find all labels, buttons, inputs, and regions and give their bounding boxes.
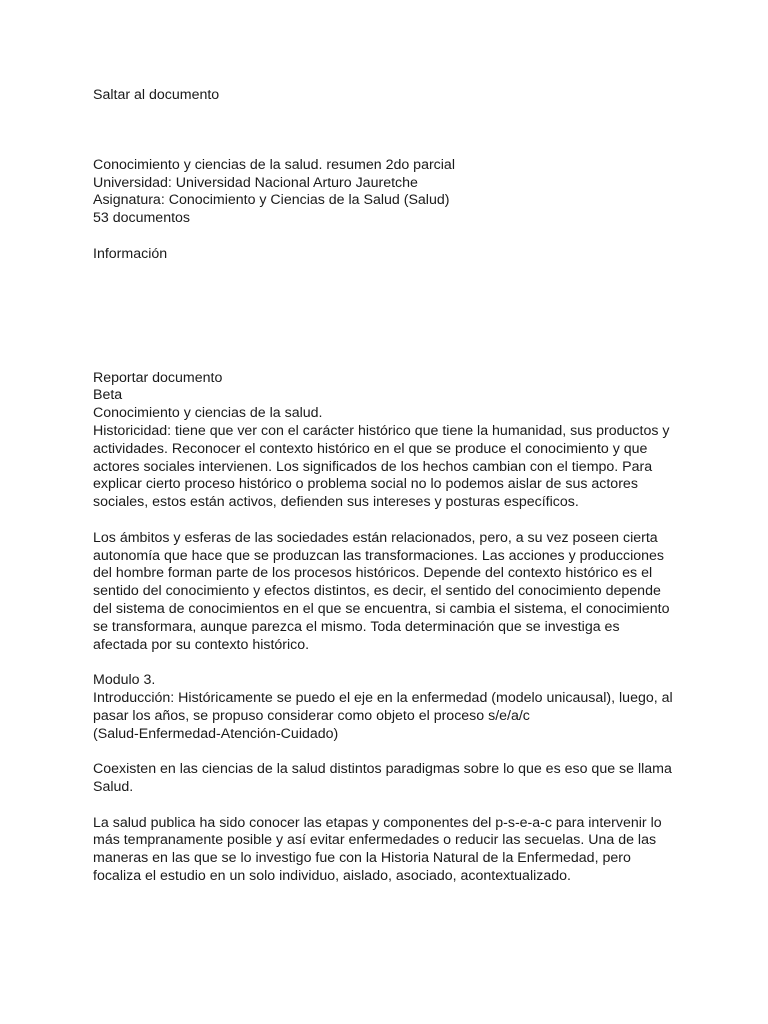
info-link[interactable]: Información	[93, 245, 168, 262]
spacer	[93, 654, 683, 672]
text-line: Salud.	[93, 778, 134, 795]
text-line: (Salud-Enfermedad-Atención-Cuidado)	[93, 725, 339, 742]
paragraph-historicidad	[93, 423, 683, 512]
university-label: Universidad: Universidad Nacional Arturo Jauretche	[93, 174, 418, 191]
document-count[interactable]: 53 documentos	[93, 210, 191, 227]
text-line: se transformara, aunque parezca el mismo. Toda determinación que se investiga es	[93, 618, 620, 635]
text-line: La salud publica ha sido conocer las etapas y componentes del p-s-e-a-c para intervenir lo	[93, 814, 662, 831]
text-line: Coexisten en las ciencias de la salud distintos paradigmas sobre lo que es eso que se llama	[93, 761, 672, 778]
skip-to-document-link[interactable]: Saltar al documento	[93, 87, 220, 103]
document-title: Conocimiento y ciencias de la salud. resumen 2do parcial	[93, 156, 455, 173]
document-page	[93, 87, 683, 886]
subject-label[interactable]: Asignatura: Conocimiento y Ciencias de la Salud (Salud)	[93, 192, 450, 209]
spacer	[93, 105, 683, 157]
text-line: actividades. Reconocer el contexto histórico en el que se produce el conocimiento y que	[93, 440, 648, 457]
text-line: afectada por su contexto histórico.	[93, 636, 310, 653]
paragraph-introduccion	[93, 690, 683, 743]
report-document-link[interactable]: Reportar documento	[93, 369, 223, 386]
text-line: explicar cierto proceso histórico o problema social no lo podemos aislar de sus actores	[93, 476, 638, 493]
text-line: Introducción: Históricamente se puedo el eje en la enfermedad (modelo unicausal), luego, al	[93, 689, 673, 706]
paragraph-ambitos	[93, 530, 683, 655]
document-header	[93, 157, 683, 228]
spacer	[93, 264, 683, 370]
text-line: más tempranamente posible y así evitar enfermedades o reducir las secuelas. Una de las	[93, 832, 657, 849]
text-line: sentido del conocimiento y efectos distintos, es decir, el sentido del conocimiento depende	[93, 583, 661, 600]
paragraph-salud-publica	[93, 815, 683, 886]
spacer	[93, 797, 683, 815]
module-title: Modulo 3.	[93, 672, 156, 689]
text-line: pasar los años, se propuso considerar como objeto el proceso s/e/a/c	[93, 707, 530, 724]
text-line: sociales, estos están activos, defienden sus intereses y posturas específicos.	[93, 494, 579, 511]
content-heading: Conocimiento y ciencias de la salud.	[93, 405, 323, 422]
text-line: focaliza el estudio en un solo individuo, aislado, asociado, acontextualizado.	[93, 867, 571, 884]
document-content	[93, 405, 683, 886]
text-line: maneras en las que se lo investigo fue con la Historia Natural de la Enfermedad, pero	[93, 850, 631, 867]
spacer	[93, 512, 683, 530]
text-line: Los ámbitos y esferas de las sociedades están relacionados, pero, a su vez poseen cierta	[93, 529, 658, 546]
text-line: del hombre forman parte de los procesos históricos. Depende del contexto histórico es el	[93, 565, 653, 582]
text-line: Historicidad: tiene que ver con el carácter histórico que tiene la humanidad, sus productos y	[93, 422, 670, 439]
beta-badge: Beta	[93, 387, 123, 404]
text-line: autonomía que hace que se produzcan las transformaciones. Las acciones y producciones	[93, 547, 664, 564]
spacer	[93, 228, 683, 246]
text-line: actores sociales intervienen. Los significados de los hechos cambian con el tiempo. Para	[93, 458, 653, 475]
text-line: del sistema de conocimientos en el que se encuentra, si cambia el sistema, el conocimiento	[93, 600, 670, 617]
spacer	[93, 743, 683, 761]
paragraph-paradigmas	[93, 761, 683, 797]
